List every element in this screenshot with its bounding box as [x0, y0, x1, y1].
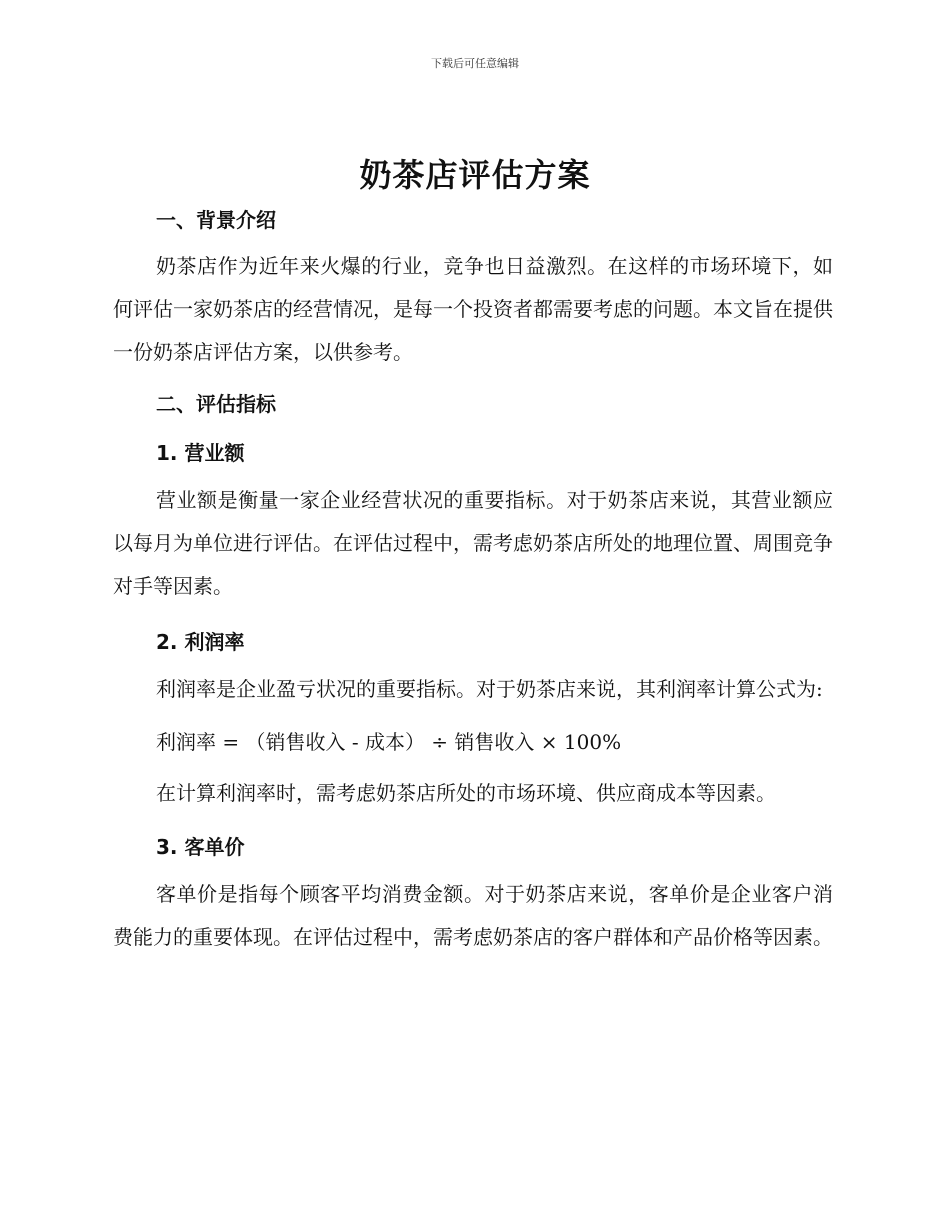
background-paragraph: 奶茶店作为近年来火爆的行业，竞争也日益激烈。在这样的市场环境下，如何评估一家奶茶店的经营情况，是每一个投资者都需要考虑的问题。本文旨在提供一份奶茶店评估方案，以供参考。 — [113, 254, 833, 364]
revenue-paragraph: 营业额是衡量一家企业经营状况的重要指标。对于奶茶店来说，其营业额应以每月为单位进行评估。在评估过程中，需考虑奶茶店所处的地理位置、周围竞争对手等因素。 — [113, 488, 833, 598]
document-title: 奶茶店评估方案 — [359, 156, 591, 194]
subheading-average-ticket: 3. 客单价 — [156, 835, 245, 859]
profit-margin-note: 在计算利润率时，需考虑奶茶店所处的市场环境、供应商成本等因素。 — [156, 781, 776, 805]
subheading-revenue: 1. 营业额 — [156, 441, 245, 465]
section-heading-indicators: 二、评估指标 — [156, 392, 276, 416]
page-header-note: 下载后可任意编辑 — [431, 57, 519, 70]
average-ticket-paragraph: 客单价是指每个顾客平均消费金额。对于奶茶店来说，客单价是企业客户消费能力的重要体现。在评估过程中，需考虑奶茶店的客户群体和产品价格等因素。 — [113, 882, 833, 949]
profit-margin-formula: 利润率 = （销售收入 - 成本） ÷ 销售收入 × 100% — [156, 730, 622, 754]
document-body — [113, 200, 833, 969]
subheading-profit-margin: 2. 利润率 — [156, 630, 245, 654]
section-heading-background: 一、背景介绍 — [156, 208, 276, 232]
profit-margin-paragraph: 利润率是企业盈亏状况的重要指标。对于奶茶店来说，其利润率计算公式为: — [156, 677, 823, 701]
